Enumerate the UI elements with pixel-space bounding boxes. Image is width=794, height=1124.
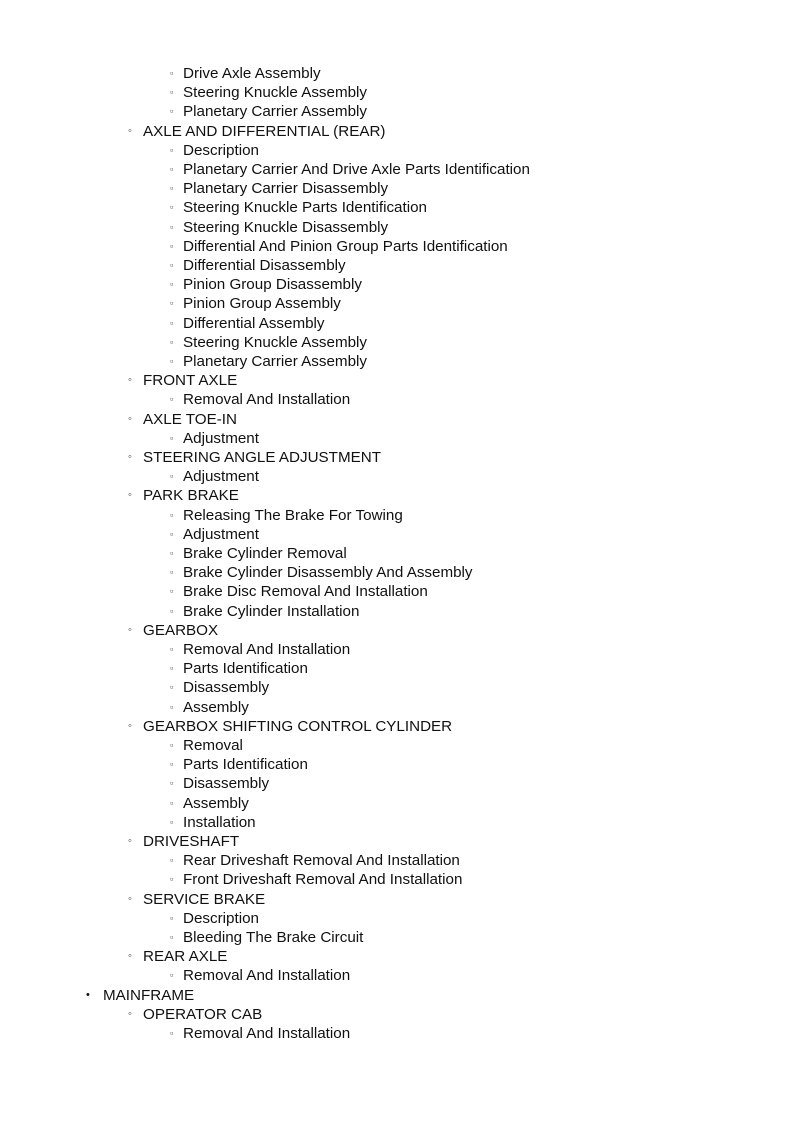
toc-entry-level-3 [170,506,403,525]
toc-entry-level-3 [170,179,389,198]
toc-entry-text: Description [183,141,259,159]
toc-entry-level-3 [170,102,367,121]
toc-entry-level-2 [128,947,228,966]
toc-entry-level-3 [170,774,270,793]
toc-entry-level-3 [170,352,367,371]
toc-entry-level-2 [128,832,240,851]
bullet-icon: ◦ [128,623,132,636]
toc-entry-text: Steering Knuckle Disassembly [183,218,389,236]
toc-entry-text: AXLE TOE-IN [143,410,237,428]
bullet-icon: ▫ [170,663,174,674]
toc-entry-text: Brake Disc Removal And Installation [183,583,428,601]
bullet-icon: ▫ [170,279,174,290]
bullet-icon: ◦ [128,124,132,137]
toc-entry-level-2 [128,122,386,141]
toc-entry-level-2 [128,371,238,390]
toc-entry-level-2 [128,448,381,467]
bullet-icon: ▫ [170,778,174,789]
toc-entry-level-3 [170,698,249,717]
toc-entry-level-3 [170,544,347,563]
bullet-icon: ▫ [170,1028,174,1038]
bullet-icon: ▫ [170,164,174,174]
toc-entry-text: Differential Assembly [183,314,325,332]
bullet-icon: ▫ [170,68,174,78]
bullet-icon: ▫ [170,816,174,827]
bullet-icon: ◦ [128,835,132,847]
toc-entry-level-2 [128,717,453,736]
toc-entry-level-2 [128,890,266,909]
toc-entry-level-3 [170,582,428,601]
bullet-icon: ▫ [170,644,174,654]
bullet-icon: ▫ [170,605,174,616]
toc-entry-level-3 [170,813,256,832]
toc-entry-level-3 [170,602,360,621]
toc-entry-level-3 [170,141,259,160]
toc-entry-level-3 [170,314,325,333]
toc-entry-text: MAINFRAME [103,986,195,1004]
bullet-icon: ▫ [170,759,174,770]
toc-entry-text: AXLE AND DIFFERENTIAL (REAR) [143,122,386,140]
toc-entry-text: Planetary Carrier And Drive Axle Parts Identification [183,161,530,178]
bullet-icon: ▫ [170,336,174,347]
toc-entry-text: Description [183,909,259,927]
toc-entry-level-2 [128,621,219,640]
toc-entry-text: Removal And Installation [183,1025,351,1042]
bullet-icon: ▫ [170,548,174,558]
toc-entry-level-2 [128,1005,263,1024]
toc-entry-text: Adjustment [183,525,259,543]
bullet-icon: ▫ [170,471,174,482]
toc-entry-text: Front Driveshaft Removal And Installation [183,871,463,889]
toc-entry-text: Drive Axle Assembly [183,65,321,82]
toc-entry-level-3 [170,736,243,755]
bullet-icon: ▫ [170,87,174,98]
toc-entry-level-3 [170,467,259,486]
toc-entry-text: Bleeding The Brake Circuit [183,929,364,946]
toc-entry-text: Removal [183,737,243,754]
toc-entry-text: Steering Knuckle Parts Identification [183,199,427,217]
toc-entry-text: Disassembly [183,775,270,793]
toc-entry-level-3 [170,678,270,697]
toc-entry-level-3 [170,755,308,774]
toc-entry-level-3 [170,909,259,928]
toc-entry-text: GEARBOX [143,621,219,639]
toc-entry-level-3 [170,294,341,313]
toc-entry-text: Differential Disassembly [183,257,346,274]
toc-entry-text: Removal And Installation [183,967,351,985]
toc-entry-text: Brake Cylinder Removal [183,545,347,562]
toc-entry-level-3 [170,966,351,985]
toc-entry-level-3 [170,160,530,179]
bullet-icon: ▫ [170,298,174,309]
bullet-icon: ▫ [170,701,174,712]
toc-entry-text: Adjustment [183,429,259,447]
bullet-icon: ◦ [128,489,132,502]
toc-entry-level-3 [170,237,508,256]
toc-entry-text: Brake Cylinder Disassembly And Assembly [183,564,473,582]
bullet-icon: ◦ [128,412,132,425]
bullet-icon: ▫ [170,394,174,405]
toc-entry-level-2 [128,486,239,505]
toc-entry-text: Pinion Group Disassembly [183,276,362,294]
bullet-icon: ▫ [170,855,174,866]
toc-entry-level-3 [170,659,308,678]
bullet-icon: ▫ [170,797,174,808]
toc-entry-text: Installation [183,813,256,831]
bullet-icon: ◦ [128,451,132,463]
toc-entry-text: Steering Knuckle Assembly [183,333,368,351]
bullet-icon: ▫ [170,183,174,194]
toc-entry-level-3 [170,1024,351,1043]
toc-entry-text: Pinion Group Assembly [183,295,341,313]
toc-entry-text: Removal And Installation [183,641,351,658]
toc-entry-level-3 [170,275,362,294]
toc-entry-level-3 [170,640,351,659]
bullet-icon: ▫ [170,874,174,885]
toc-entry-level-1 [86,986,195,1005]
toc-entry-level-3 [170,870,463,889]
toc-entry-text: Disassembly [183,679,270,697]
toc-entry-text: Planetary Carrier Disassembly [183,180,389,198]
bullet-icon: ▫ [170,970,174,981]
toc-entry-text: Rear Driveshaft Removal And Installation [183,852,460,870]
toc-entry-text: STEERING ANGLE ADJUSTMENT [143,449,381,466]
bullet-icon: ▫ [170,144,174,155]
toc-entry-text: Planetary Carrier Assembly [183,353,367,370]
toc-entry-level-3 [170,256,346,275]
bullet-icon: ▫ [170,317,174,328]
toc-entry-level-3 [170,198,427,217]
toc-entry-text: Steering Knuckle Assembly [183,84,368,102]
toc-entry-text: Adjustment [183,468,259,486]
bullet-icon: ▫ [170,740,174,750]
toc-entry-level-3 [170,390,351,409]
bullet-icon: ◦ [128,719,132,732]
bullet-icon: ◦ [128,374,132,387]
bullet-icon: ▫ [170,528,174,539]
toc-entry-text: PARK BRAKE [143,487,239,505]
toc-entry-text: Differential And Pinion Group Parts Identification [183,237,508,255]
toc-entry-text: Planetary Carrier Assembly [183,103,367,121]
toc-entry-text: SERVICE BRAKE [143,890,266,908]
bullet-icon: • [86,988,90,1001]
toc-entry-level-3 [170,851,460,870]
bullet-icon: ▫ [170,202,174,213]
bullet-icon: ◦ [128,1007,132,1020]
toc-entry-text: DRIVESHAFT [143,833,240,850]
bullet-icon: ▫ [170,586,174,597]
toc-entry-level-3 [170,525,259,544]
bullet-icon: ▫ [170,356,174,366]
bullet-icon: ◦ [128,892,132,905]
bullet-icon: ▫ [170,912,174,923]
toc-entry-text: REAR AXLE [143,948,228,966]
bullet-icon: ▫ [170,240,174,251]
toc-entry-level-3 [170,563,473,582]
bullet-icon: ▫ [170,509,174,520]
toc-entry-text: FRONT AXLE [143,372,238,390]
toc-entry-level-3 [170,218,389,237]
toc-entry-level-3 [170,794,249,813]
bullet-icon: ▫ [170,932,174,942]
bullet-icon: ▫ [170,106,174,117]
bullet-icon: ▫ [170,567,174,578]
bullet-icon: ▫ [170,260,174,270]
toc-entry-level-3 [170,333,368,352]
bullet-icon: ▫ [170,682,174,693]
bullet-icon: ▫ [170,221,174,232]
toc-entry-level-3 [170,64,321,83]
bullet-icon: ▫ [170,432,174,443]
toc-entry-text: GEARBOX SHIFTING CONTROL CYLINDER [143,717,453,735]
toc-entry-level-3 [170,83,368,102]
toc-entry-text: Brake Cylinder Installation [183,602,360,620]
toc-entry-text: Removal And Installation [183,391,351,409]
toc-entry-text: Parts Identification [183,756,308,774]
toc-entry-level-3 [170,429,259,448]
toc-entry-text: Assembly [183,794,249,812]
toc-entry-text: Assembly [183,698,249,716]
toc-entry-text: OPERATOR CAB [143,1005,263,1023]
toc-entry-level-3 [170,928,364,947]
toc-entry-text: Parts Identification [183,660,308,678]
toc-entry-level-2 [128,410,237,429]
bullet-icon: ◦ [128,950,132,963]
toc-entry-text: Releasing The Brake For Towing [183,506,403,524]
